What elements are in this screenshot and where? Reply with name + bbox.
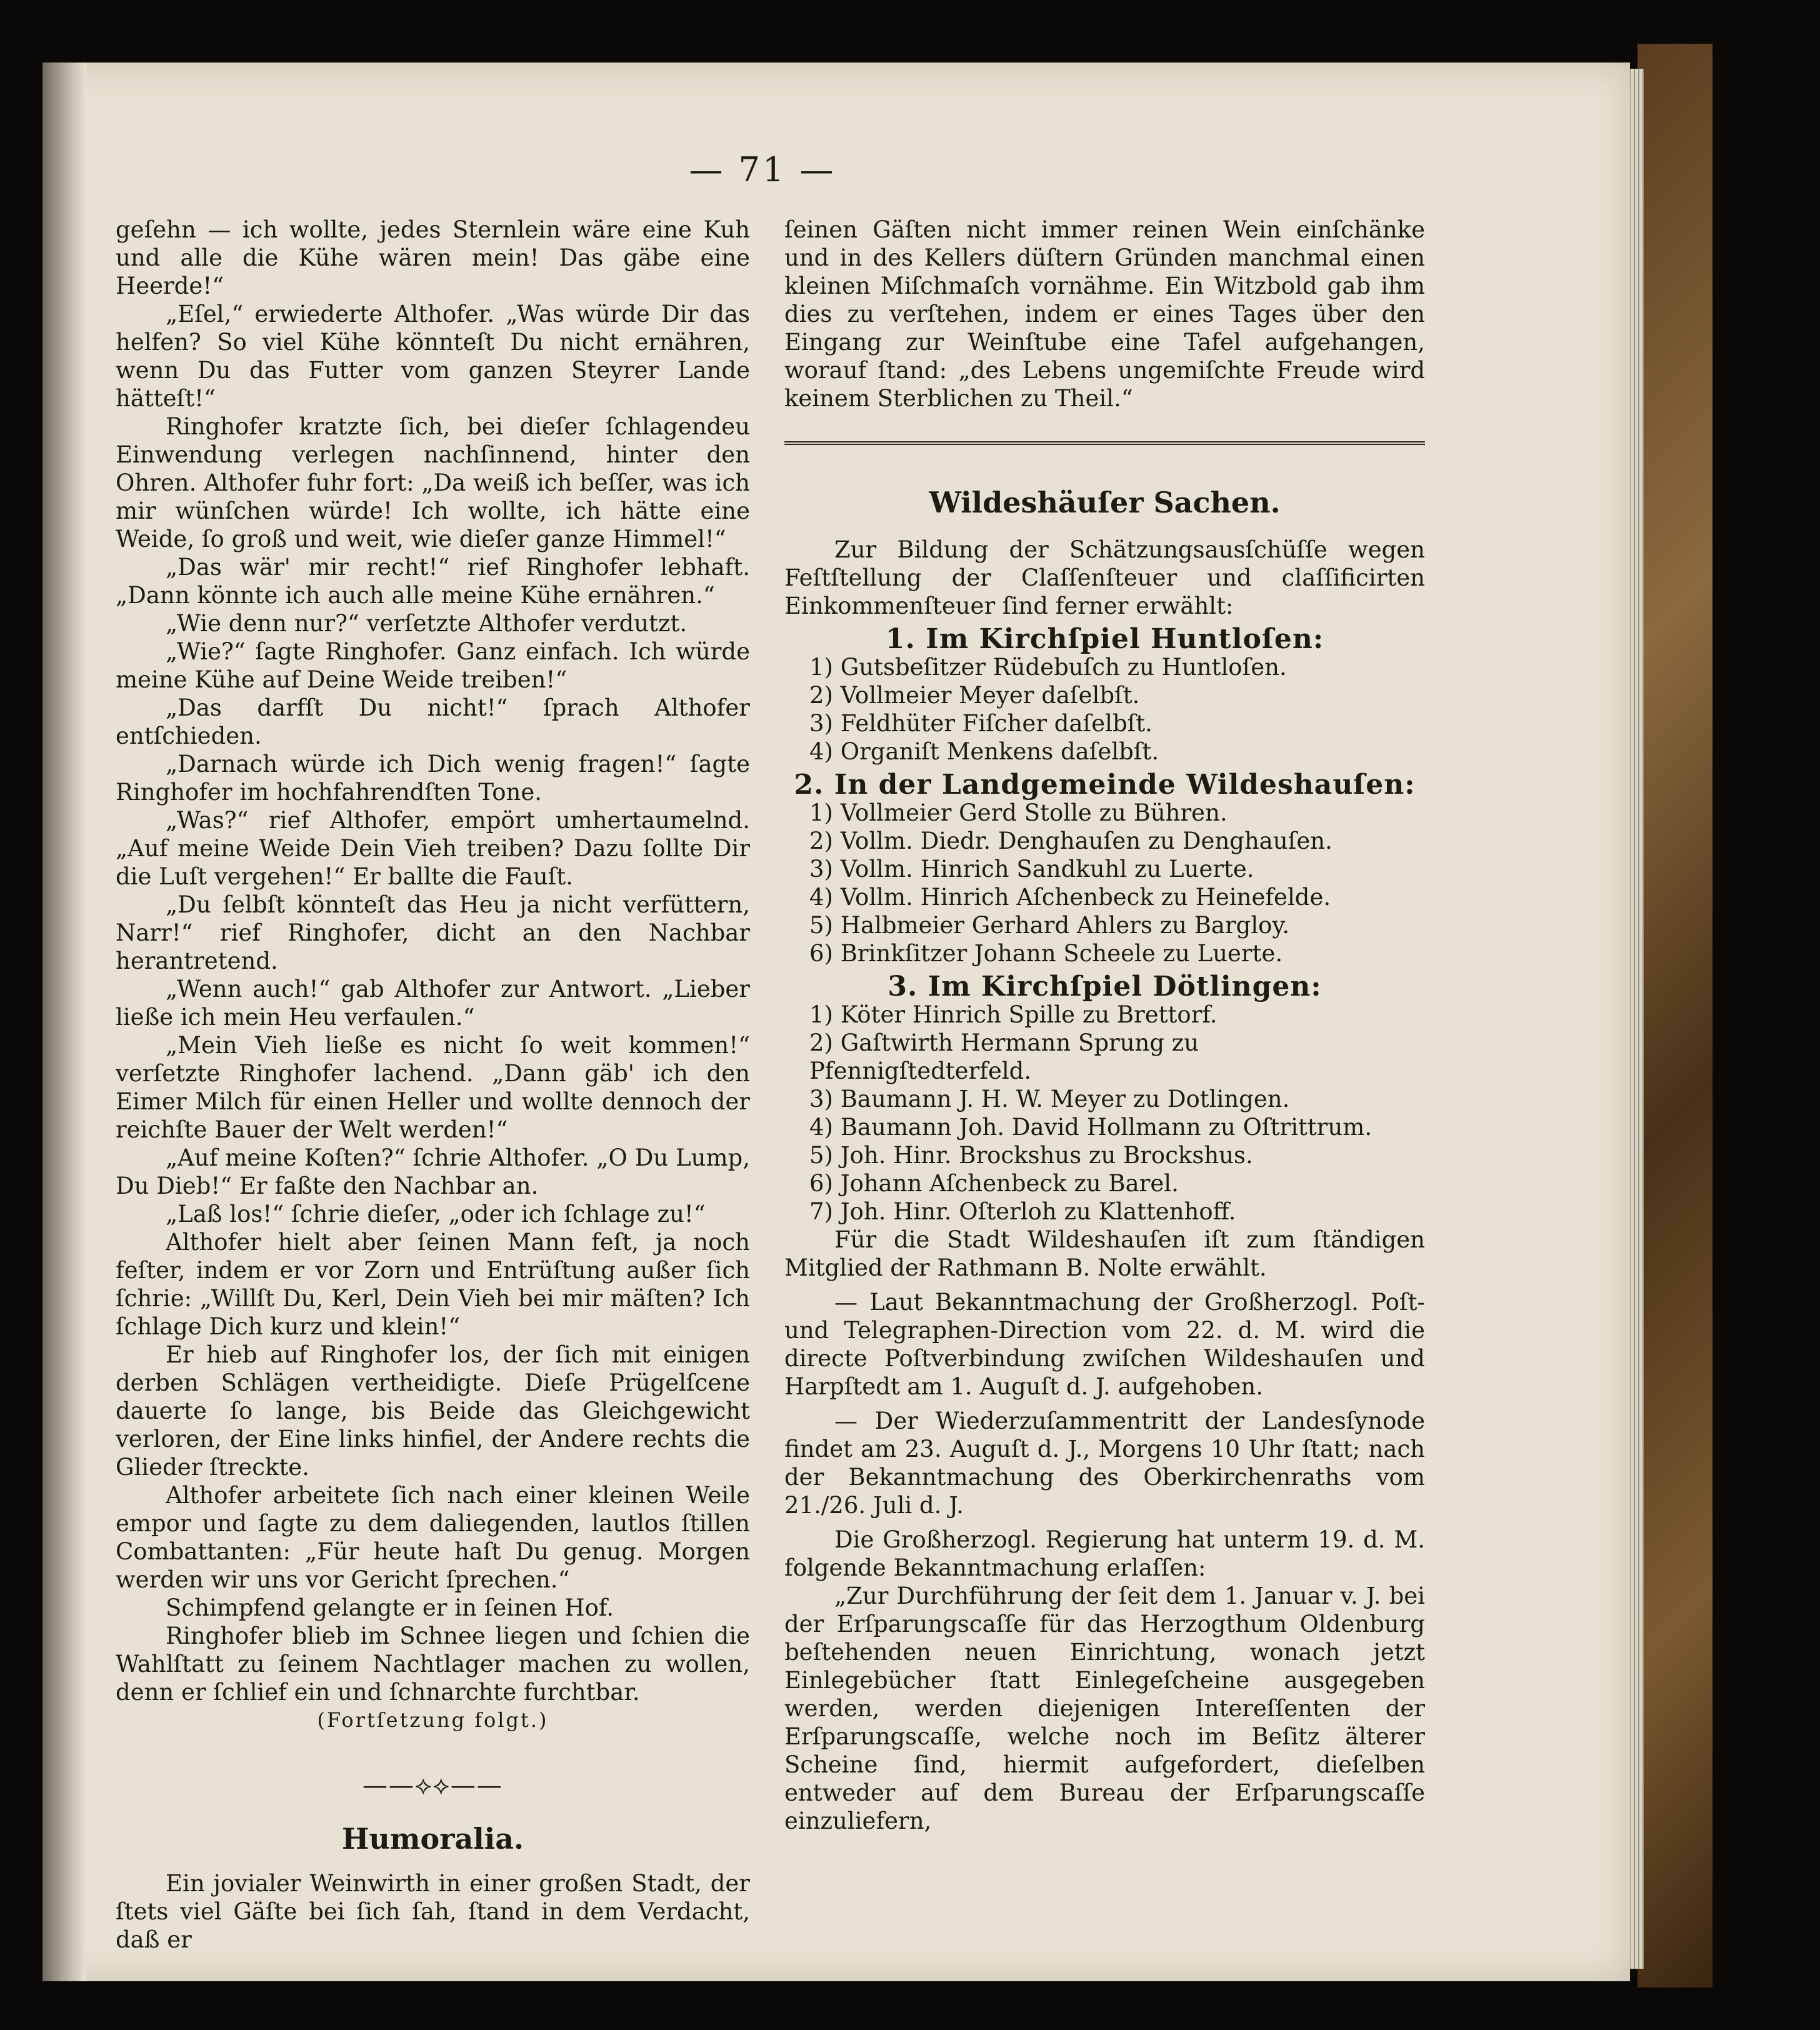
paragraph: „Wie denn nur?“ verſetzte Althofer verdutzt. — [166, 610, 688, 637]
list-item: 2) Vollmeier Meyer daſelbſt. — [809, 682, 1140, 709]
list-item: 6) Johann Aſchenbeck zu Barel. — [809, 1170, 1179, 1197]
paragraph: „Auf meine Koſten?“ ſchrie Althofer. „O Du Lump, Du Dieb!“ Er faßte den Nachbar an. — [116, 1144, 750, 1199]
paragraph: Althofer hielt aber ſeinen Mann feſt, ja noch feſter, indem er vor Zorn und Entrüſtung außer ſich ſchrie: „Willſt Du, Kerl, Dein Vieh bei mir mäſten? Ich ſchlage Dich kurz und klein!“ — [116, 1229, 750, 1340]
page-number: — 71 — — [689, 150, 836, 189]
list-item: 7) Joh. Hinr. Oſterloh zu Klattenhoff. — [809, 1198, 1236, 1225]
list-item: 3) Baumann J. H. W. Meyer zu Dotlingen. — [809, 1086, 1290, 1112]
paragraph: — Laut Bekanntmachung der Großherzogl. Poſt- und Telegraphen-Direction vom 22. d. M. wird die directe Poſtverbindung zwiſchen Wildeshauſen und Harpſtedt am 1. Auguſt d. J. aufgehoben. — [784, 1289, 1425, 1400]
paragraph: „Zur Durchführung der ſeit dem 1. Januar v. J. bei der Erſparungscaſſe für das Herzogthum Oldenburg beſtehenden neuen Einrichtung, wonach jetzt Einlegebücher ſtatt Einlegeſcheine ausgegeben werden, werden diejenigen Intereſſenten der Erſparungscaſſe, welche noch im Beſitz älterer Scheine ſind, hiermit aufgefordert, dieſelben entweder auf dem Bureau der Erſparungscaſſe einzuliefern, — [784, 1582, 1425, 1834]
humoralia-text: Ein jovialer Weinwirth in einer großen Stadt, der ſtets viel Gäſte bei ſich ſah, ſtand in dem Verdacht, daß er — [116, 1870, 750, 1953]
paragraph: „Darnach würde ich Dich wenig fragen!“ ſagte Ringhofer im hochfahrendſten Tone. — [116, 751, 750, 806]
paragraph: „Das wär' mir recht!“ rief Ringhofer lebhaft. „Dann könnte ich auch alle meine Kühe ernähren.“ — [116, 554, 750, 609]
paragraph: Er hieb auf Ringhofer los, der ſich mit einigen derben Schlägen vertheidigte. Dieſe Prügelſcene dauerte ſo lange, bis Beide das Gleichgewicht verloren, der Eine links hinfiel, der Andere rechts die Glieder ſtreckte. — [116, 1341, 750, 1481]
paragraph: Althofer arbeitete ſich nach einer kleinen Weile empor und ſagte zu dem daliegenden, lautlos ſtillen Combattanten: „Für heute haſt Du genug. Morgen werden wir uns vor Gericht ſprechen.“ — [116, 1482, 750, 1593]
list-item: 4) Baumann Joh. David Hollmann zu Oſtrittrum. — [809, 1114, 1372, 1141]
paragraph: — Der Wiederzuſammentritt der Landesſynode findet am 23. Auguſt d. J., Morgens 10 Uhr ſtatt; nach der Bekanntmachung des Oberkirchenraths vom 21./26. Juli d. J. — [784, 1408, 1425, 1519]
ornament-divider: ——⟡⟡—— — [362, 1771, 503, 1800]
section-rule — [784, 441, 1425, 445]
humoralia-continuation: ſeinen Gäſten nicht immer reinen Wein einſchänke und in des Kellers düſtern Gründen manchmal einen kleinen Miſchmaſch vornähme. Ein Witzbold gab ihm dies zu verſtehen, indem er eines Tages über den Eingang zur Weinſtube eine Tafel aufgehangen, worauf ſtand: „des Lebens ungemiſchte Freude wird keinem Sterblichen zu Theil.“ — [784, 216, 1425, 412]
list-item: 6) Brinkſitzer Johann Scheele zu Luerte. — [809, 940, 1283, 967]
paragraph: „Wie?“ ſagte Ringhofer. Ganz einfach. Ich würde meine Kühe auf Deine Weide treiben!“ — [116, 638, 750, 693]
page-gutter — [42, 62, 86, 1981]
humoralia-title: Humoralia. — [341, 1822, 524, 1856]
paragraph: „Was?“ rief Althofer, empört umhertaumelnd. „Auf meine Weide Dein Vieh treiben? Dazu ſollte Dir die Luſt vergehen!“ Er ballte die Fauſt. — [116, 807, 750, 890]
group-title: 3. Im Kirchſpiel Dötlingen: — [888, 971, 1322, 1002]
list-item: 1) Köter Hinrich Spille zu Brettorf. — [809, 1001, 1218, 1028]
list-item: 4) Vollm. Hinrich Aſchenbeck zu Heinefelde. — [809, 884, 1331, 911]
paragraph: Ringhofer blieb im Schnee liegen und ſchien die Wahlſtatt zu ſeinem Nachtlager machen zu wollen, denn er ſchlief ein und ſchnarchte furchtbar. — [116, 1622, 750, 1706]
member-list — [784, 1001, 1425, 1226]
paragraph: „Wenn auch!“ gab Althofer zur Antwort. „Lieber ließe ich mein Heu verfaulen.“ — [116, 976, 750, 1031]
list-item: 3) Feldhüter Fiſcher daſelbſt. — [809, 710, 1152, 737]
list-item: 2) Vollm. Diedr. Denghauſen zu Denghauſen. — [809, 828, 1332, 854]
list-item: 1) Vollmeier Gerd Stolle zu Bühren. — [809, 799, 1228, 826]
list-item: 1) Gutsbeſitzer Rüdebuſch zu Huntloſen. — [809, 654, 1287, 681]
list-item: 2) Gaſtwirth Hermann Sprung zu Pfennigſtedterfeld. — [809, 1029, 1199, 1084]
paragraph: Ringhofer kratzte ſich, bei dieſer ſchlagendeu Einwendung verlegen nachſinnend, hinter den Ohren. Althofer fuhr fort: „Da weiß ich beſſer, was ich mir wünſchen würde! Ich wollte, ich hätte eine Weide, ſo groß und weit, wie dieſer ganze Himmel!“ — [116, 413, 750, 552]
right-column — [784, 216, 1425, 1835]
list-item: 4) Organiſt Menkens daſelbſt. — [809, 738, 1159, 765]
member-list — [784, 653, 1425, 766]
continuation-note: (Fortſetzung folgt.) — [317, 1708, 549, 1732]
paragraph: „Eſel,“ erwiederte Althofer. „Was würde Dir das helfen? So viel Kühe könnteſt Du nicht ernähren, wenn Du das Futter vom ganzen Steyrer Lande hätteſt!“ — [116, 301, 750, 412]
section-intro: Zur Bildung der Schätzungsausſchüſſe wegen Feſtſtellung der Claſſenſteuer und claſſificirten Einkommenſteuer ſind ferner erwählt: — [784, 536, 1425, 619]
list-item: 3) Vollm. Hinrich Sandkuhl zu Luerte. — [809, 856, 1254, 882]
paragraph: Die Großherzogl. Regierung hat unterm 19. d. M. folgende Bekanntmachung erlaſſen: — [784, 1526, 1425, 1581]
list-item: 5) Halbmeier Gerhard Ahlers zu Bargloy. — [809, 912, 1290, 939]
paragraph: geſehn — ich wollte, jedes Sternlein wäre eine Kuh und alle die Kühe wären mein! Das gäbe eine Heerde!“ — [116, 216, 750, 299]
left-column — [116, 216, 750, 1954]
group-title: 2. In der Landgemeinde Wildeshauſen: — [794, 769, 1416, 801]
group-title: 1. Im Kirchſpiel Huntloſen: — [885, 623, 1324, 655]
paragraph: Schimpfend gelangte er in ſeinen Hof. — [166, 1594, 614, 1621]
paragraph: Für die Stadt Wildeshauſen iſt zum ſtändigen Mitglied der Rathmann B. Nolte erwählt. — [784, 1226, 1425, 1281]
paragraph: „Das darfſt Du nicht!“ ſprach Althofer entſchieden. — [116, 694, 750, 749]
paragraph: „Du ſelbſt könnteſt das Heu ja nicht verfüttern, Narr!“ rief Ringhofer, dicht an den Nachbar herantretend. — [116, 891, 750, 974]
book-cover-edge — [1638, 44, 1712, 1988]
section-title: Wildeshäuſer Sachen. — [929, 486, 1281, 519]
paragraph: „Mein Vieh ließe es nicht ſo weit kommen!“ verſetzte Ringhofer lachend. „Dann gäb' ich den Eimer Milch für einen Heller und wollte dennoch der reichſte Bauer der Welt werden!“ — [116, 1032, 750, 1143]
paragraph: „Laß los!“ ſchrie dieſer, „oder ich ſchlage zu!“ — [166, 1201, 706, 1228]
list-item: 5) Joh. Hinr. Brockshus zu Brockshus. — [809, 1142, 1253, 1169]
member-list — [784, 799, 1425, 968]
